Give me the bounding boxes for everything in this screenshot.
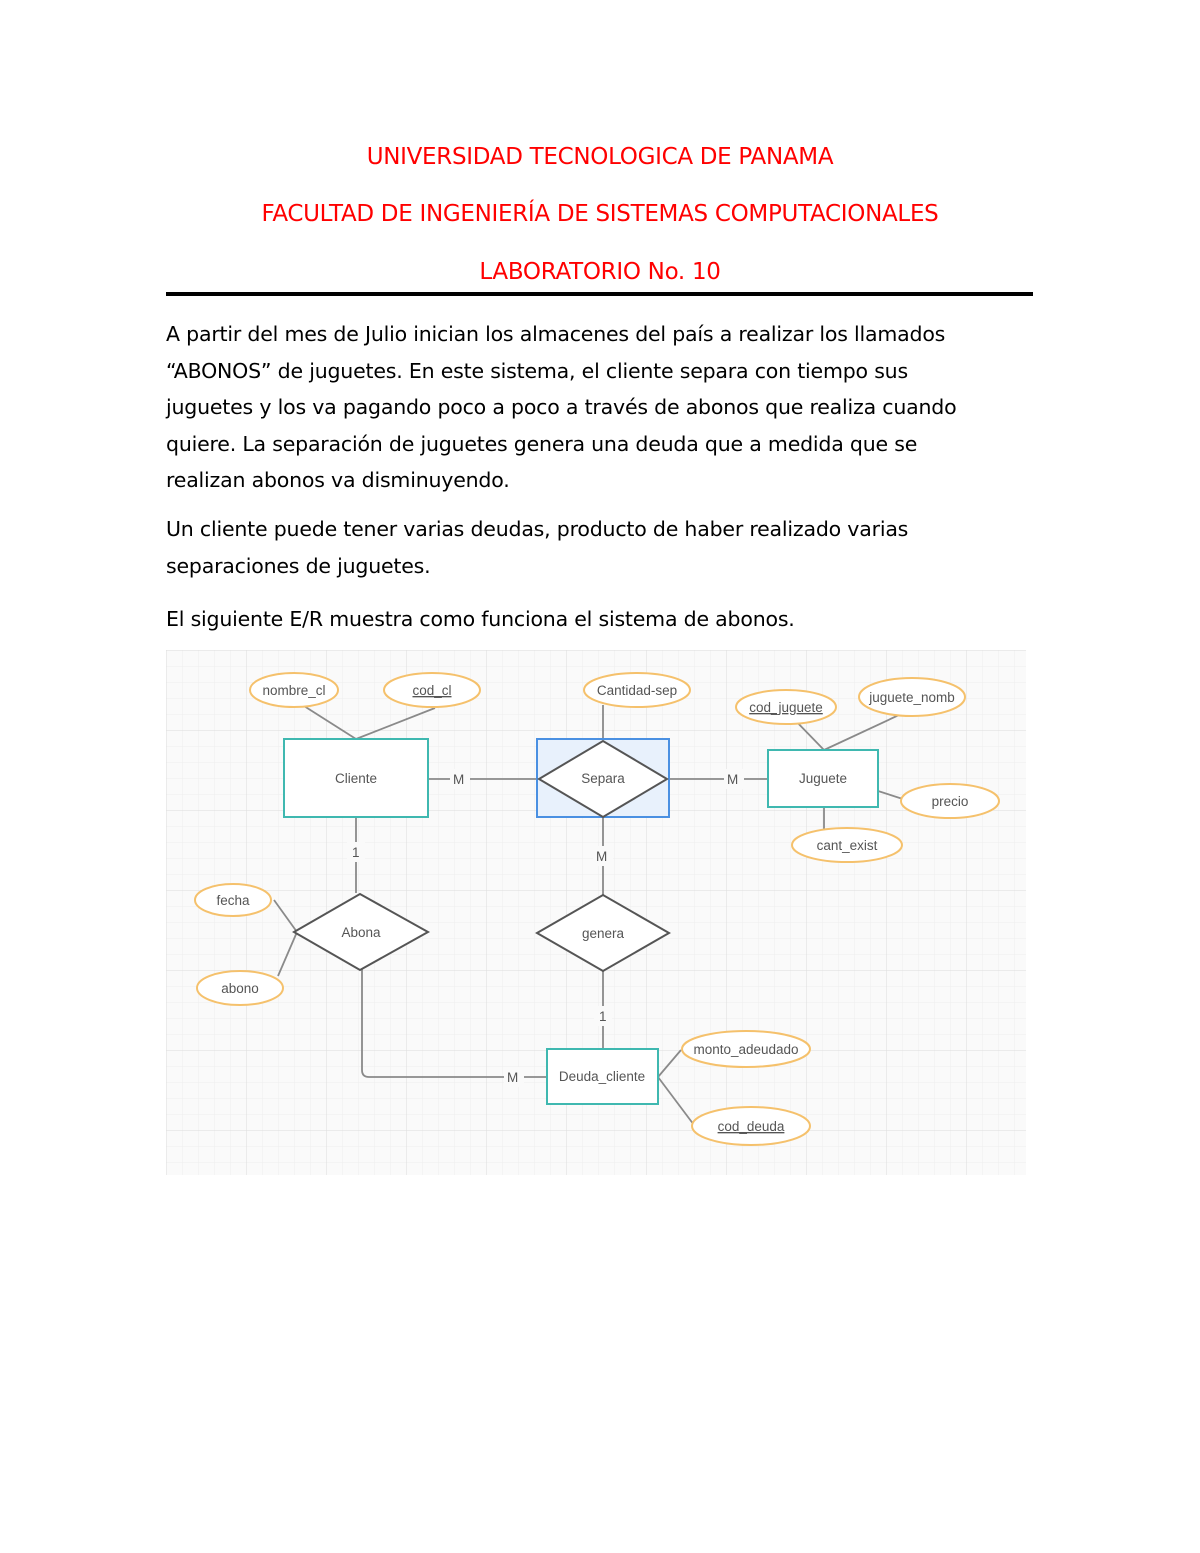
er-diagram	[166, 650, 1026, 1175]
attribute-cantidad-sep[interactable]	[584, 673, 690, 707]
entity-cliente[interactable]	[284, 739, 428, 817]
intro-line: quiere. La separación de juguetes genera una deuda que a medida que se	[166, 431, 918, 456]
attribute-cod-cl[interactable]	[384, 673, 480, 707]
attribute-label: Cantidad-sep	[596, 683, 678, 698]
attribute-precio[interactable]	[901, 784, 999, 818]
attribute-cod-deuda[interactable]	[692, 1107, 810, 1145]
attribute-monto-adeudado[interactable]	[682, 1031, 810, 1067]
entity-deuda-cliente[interactable]	[547, 1049, 658, 1104]
debts-paragraph	[166, 511, 1036, 584]
faculty-title: FACULTAD DE INGENIERÍA DE SISTEMAS COMPUTACIONALES	[261, 201, 939, 227]
attribute-label: juguete_nomb	[869, 690, 955, 705]
attribute-label-key: cod_juguete	[749, 700, 823, 715]
entity-label: Juguete	[798, 771, 848, 786]
university-title: UNIVERSIDAD TECNOLOGICA DE PANAMA	[366, 144, 834, 170]
cardinality-separa-juguete: M	[727, 772, 739, 787]
attribute-label: cant_exist	[816, 838, 878, 853]
relationship-label: Separa	[581, 771, 625, 786]
intro-line: “ABONOS” de juguetes. En este sistema, el cliente separa con tiempo sus	[166, 358, 908, 383]
relationship-separa[interactable]	[537, 739, 669, 817]
debts-line: separaciones de juguetes.	[166, 553, 431, 578]
heading-rule	[166, 292, 1033, 296]
intro-line: realizan abonos va disminuyendo.	[166, 468, 510, 492]
cardinality-abona-deuda: M	[507, 1070, 519, 1085]
debts-line: Un cliente puede tener varias deudas, producto de haber realizado varias	[166, 517, 909, 541]
entity-label: Cliente	[334, 771, 378, 786]
attribute-cod-juguete[interactable]	[736, 690, 836, 724]
attribute-nombre-cl[interactable]	[250, 673, 338, 707]
attribute-cant-exist[interactable]	[792, 828, 902, 862]
intro-paragraph	[166, 316, 1036, 499]
relationship-label: Abona	[341, 925, 381, 940]
lab-title: LABORATORIO No. 10	[479, 259, 721, 285]
entity-juguete[interactable]	[768, 750, 878, 807]
attribute-label-key: cod_cl	[412, 683, 452, 698]
cardinality-cliente-separa: M	[453, 772, 465, 787]
cardinality-genera-deuda: 1	[599, 1009, 607, 1024]
er-diagram-canvas	[166, 650, 1026, 1175]
cardinality-cliente-abona: 1	[352, 845, 360, 860]
intro-line: A partir del mes de Julio inician los almacenes del país a realizar los llamados	[166, 322, 946, 346]
intro-line: juguetes y los va pagando poco a poco a través de abonos que realiza cuando	[166, 395, 957, 419]
attribute-juguete-nomb[interactable]	[859, 678, 965, 716]
cardinality-separa-genera: M	[596, 849, 608, 864]
attribute-label: precio	[931, 794, 969, 809]
attribute-label: fecha	[216, 893, 250, 908]
attribute-label: monto_adeudado	[693, 1042, 799, 1057]
attribute-label: nombre_cl	[262, 683, 326, 698]
attribute-label: abono	[221, 981, 259, 996]
attribute-label-key: cod_deuda	[717, 1119, 785, 1134]
relationship-label: genera	[581, 926, 625, 941]
diagram-intro-paragraph: El siguiente E/R muestra como funciona el sistema de abonos.	[166, 607, 795, 631]
attribute-abono[interactable]	[197, 971, 283, 1005]
attribute-fecha[interactable]	[195, 884, 271, 916]
entity-label: Deuda_cliente	[558, 1069, 646, 1084]
